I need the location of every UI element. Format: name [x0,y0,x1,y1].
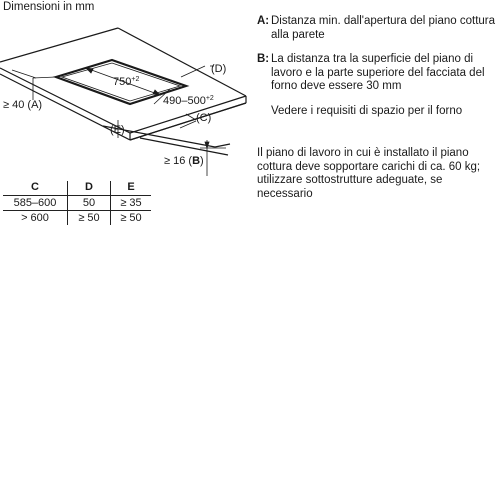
dimension-table [3,181,151,225]
note-a [257,15,497,42]
note-a-key: A: [257,15,270,27]
header-c: C [31,181,39,193]
note-b-key: B: [257,53,270,65]
table-cell: ≥ 50 [68,211,111,226]
table-row [3,211,151,226]
note-b-text: La distanza tra la superficie del piano di lavoro e la parte superiore del facciata del forno deve essere 30 mm [271,53,485,92]
b-value-label: ≥ 16 (B) [164,155,204,167]
page-title: Dimensioni in mm [3,1,95,13]
note-oven-requirements: Vedere i requisiti di spazio per il forno [271,105,463,117]
table-cell: ≥ 35 [111,196,152,211]
table-cell: 50 [68,196,111,211]
header-d: D [68,181,111,196]
note-load-bearing: Il piano di lavoro in cui è installato il piano cottura deve sopportare carichi di ca. 60 kg; utilizzare sottostrutture adeguate, se necessario [257,147,481,200]
table-cell: 585–600 [3,196,68,211]
width-label: $750^{+2}$ [113,76,140,88]
table-row [3,196,151,211]
c-label: (C) [196,112,212,124]
note-b [257,53,497,94]
table-cell: ≥ 50 [111,211,152,226]
e-label: (E) [110,124,125,136]
header-e: E [111,181,152,196]
a-value-label: ≥ 40 (A) [3,99,43,111]
table-cell: > 600 [3,211,68,226]
depth-label: $490-500^{+2}$ [163,95,214,107]
table-header-row [3,181,151,196]
d-label: (D) [211,63,227,75]
note-a-text: Distanza min. dall'apertura del piano cottura alla parete [271,15,496,41]
